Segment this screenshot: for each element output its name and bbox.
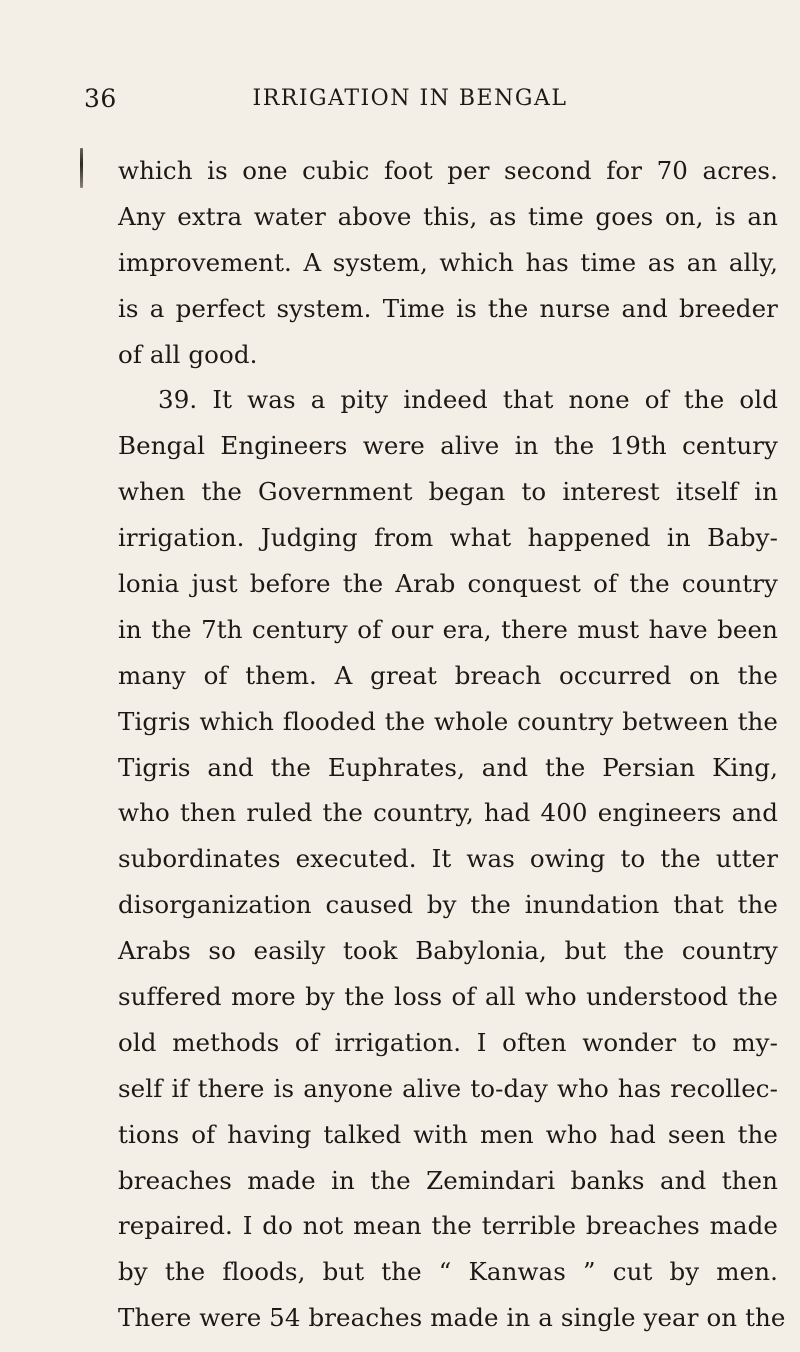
body-text <box>118 148 786 1341</box>
text-line: subordinates executed. It was owing to the utter <box>118 844 778 874</box>
text-line: Bengal Engineers were alive in the 19th century <box>118 431 778 461</box>
text-line: irrigation. Judging from what happened in Baby- <box>118 523 778 553</box>
text-line: Tigris which flooded the whole country between the <box>118 706 778 736</box>
text-line: old methods of irrigation. I often wonder to my- <box>118 1027 778 1057</box>
text-line: by the floods, but the “ Kanwas ” cut by men. <box>118 1257 778 1287</box>
running-head: IRRIGATION IN BENGAL <box>252 86 568 111</box>
text-line: breaches made in the Zemindari banks and then <box>118 1165 778 1195</box>
binding-mark <box>80 148 83 188</box>
text-line: when the Government began to interest itself in <box>118 477 778 507</box>
paragraph-start-line: 39. It was a pity indeed that none of the old <box>158 385 778 415</box>
text-line: repaired. I do not mean the terrible breaches made <box>118 1211 778 1241</box>
text-line: Tigris and the Euphrates, and the Persian King, <box>118 752 778 782</box>
text-line: Arabs so easily took Babylonia, but the country <box>118 936 778 966</box>
text-line: Any extra water above this, as time goes on, is an <box>118 201 778 231</box>
text-line: disorganization caused by the inundation that the <box>118 890 778 920</box>
text-line: many of them. A great breach occurred on the <box>118 660 778 690</box>
text-line: of all good. <box>118 339 258 369</box>
text-line: who then ruled the country, had 400 engineers and <box>118 798 778 828</box>
text-line: There were 54 breaches made in a single year on the <box>118 1303 786 1333</box>
text-line: self if there is anyone alive to-day who has recollec- <box>118 1073 778 1103</box>
text-line: suffered more by the loss of all who understood the <box>118 982 778 1012</box>
text-line: is a perfect system. Time is the nurse and breeder <box>118 293 778 323</box>
text-line: improvement. A system, which has time as an ally, <box>118 247 778 277</box>
text-line: which is one cubic foot per second for 70 acres. <box>118 156 778 185</box>
text-line: tions of having talked with men who had seen the <box>118 1119 778 1149</box>
text-line: in the 7th century of our era, there must have been <box>118 614 778 644</box>
page-header <box>84 84 736 118</box>
page-number: 36 <box>84 84 117 113</box>
text-line: lonia just before the Arab conquest of the country <box>118 569 778 599</box>
